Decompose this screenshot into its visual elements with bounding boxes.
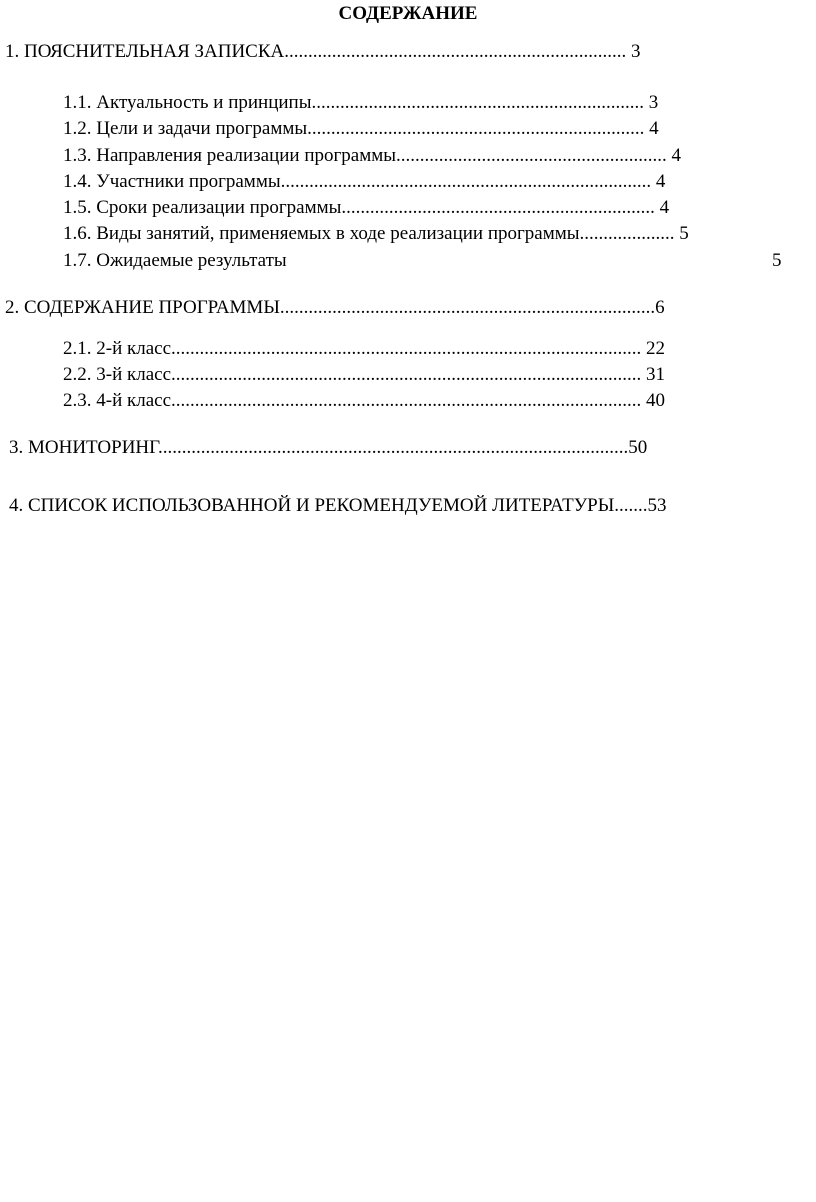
toc-entry-1-4: 1.4. Участники программы.............................................................................. 4	[63, 171, 666, 192]
page-title: СОДЕРЖАНИЕ	[338, 3, 478, 24]
toc-entry-1-2: 1.2. Цели и задачи программы....................................................................... 4	[63, 118, 659, 139]
toc-entry-2-3: 2.3. 4-й класс................................................................................................... 40	[63, 390, 666, 411]
toc-entry-1: 1. ПОЯСНИТЕЛЬНАЯ ЗАПИСКА........................................................................ 3	[5, 41, 641, 62]
toc-entry-2-2: 2.2. 3-й класс................................................................................................... 31	[63, 364, 666, 385]
toc-entry-1-3: 1.3. Направления реализации программы......................................................... 4	[63, 145, 682, 166]
toc-entry-2-1: 2.1. 2-й класс................................................................................................... 22	[63, 338, 666, 359]
toc-entry-1-7: 1.7. Ожидаемые результаты	[63, 250, 287, 271]
toc-entry-2: 2. СОДЕРЖАНИЕ ПРОГРАММЫ...............................................................................6	[5, 297, 665, 318]
toc-entry-1-1: 1.1. Актуальность и принципы...................................................................... 3	[63, 92, 659, 113]
toc-entry-1-5: 1.5. Сроки реализации программы.................................................................. 4	[63, 197, 670, 218]
toc-entry-1-6: 1.6. Виды занятий, применяемых в ходе реализации программы.................... 5	[63, 223, 689, 244]
toc-entry-3: 3. МОНИТОРИНГ...................................................................................................50	[9, 437, 648, 458]
toc-entry-4: 4. СПИСОК ИСПОЛЬЗОВАННОЙ И РЕКОМЕНДУЕМОЙ ЛИТЕРАТУРЫ.......53	[9, 495, 667, 516]
toc-entry-1-7-page: 5	[772, 250, 782, 271]
